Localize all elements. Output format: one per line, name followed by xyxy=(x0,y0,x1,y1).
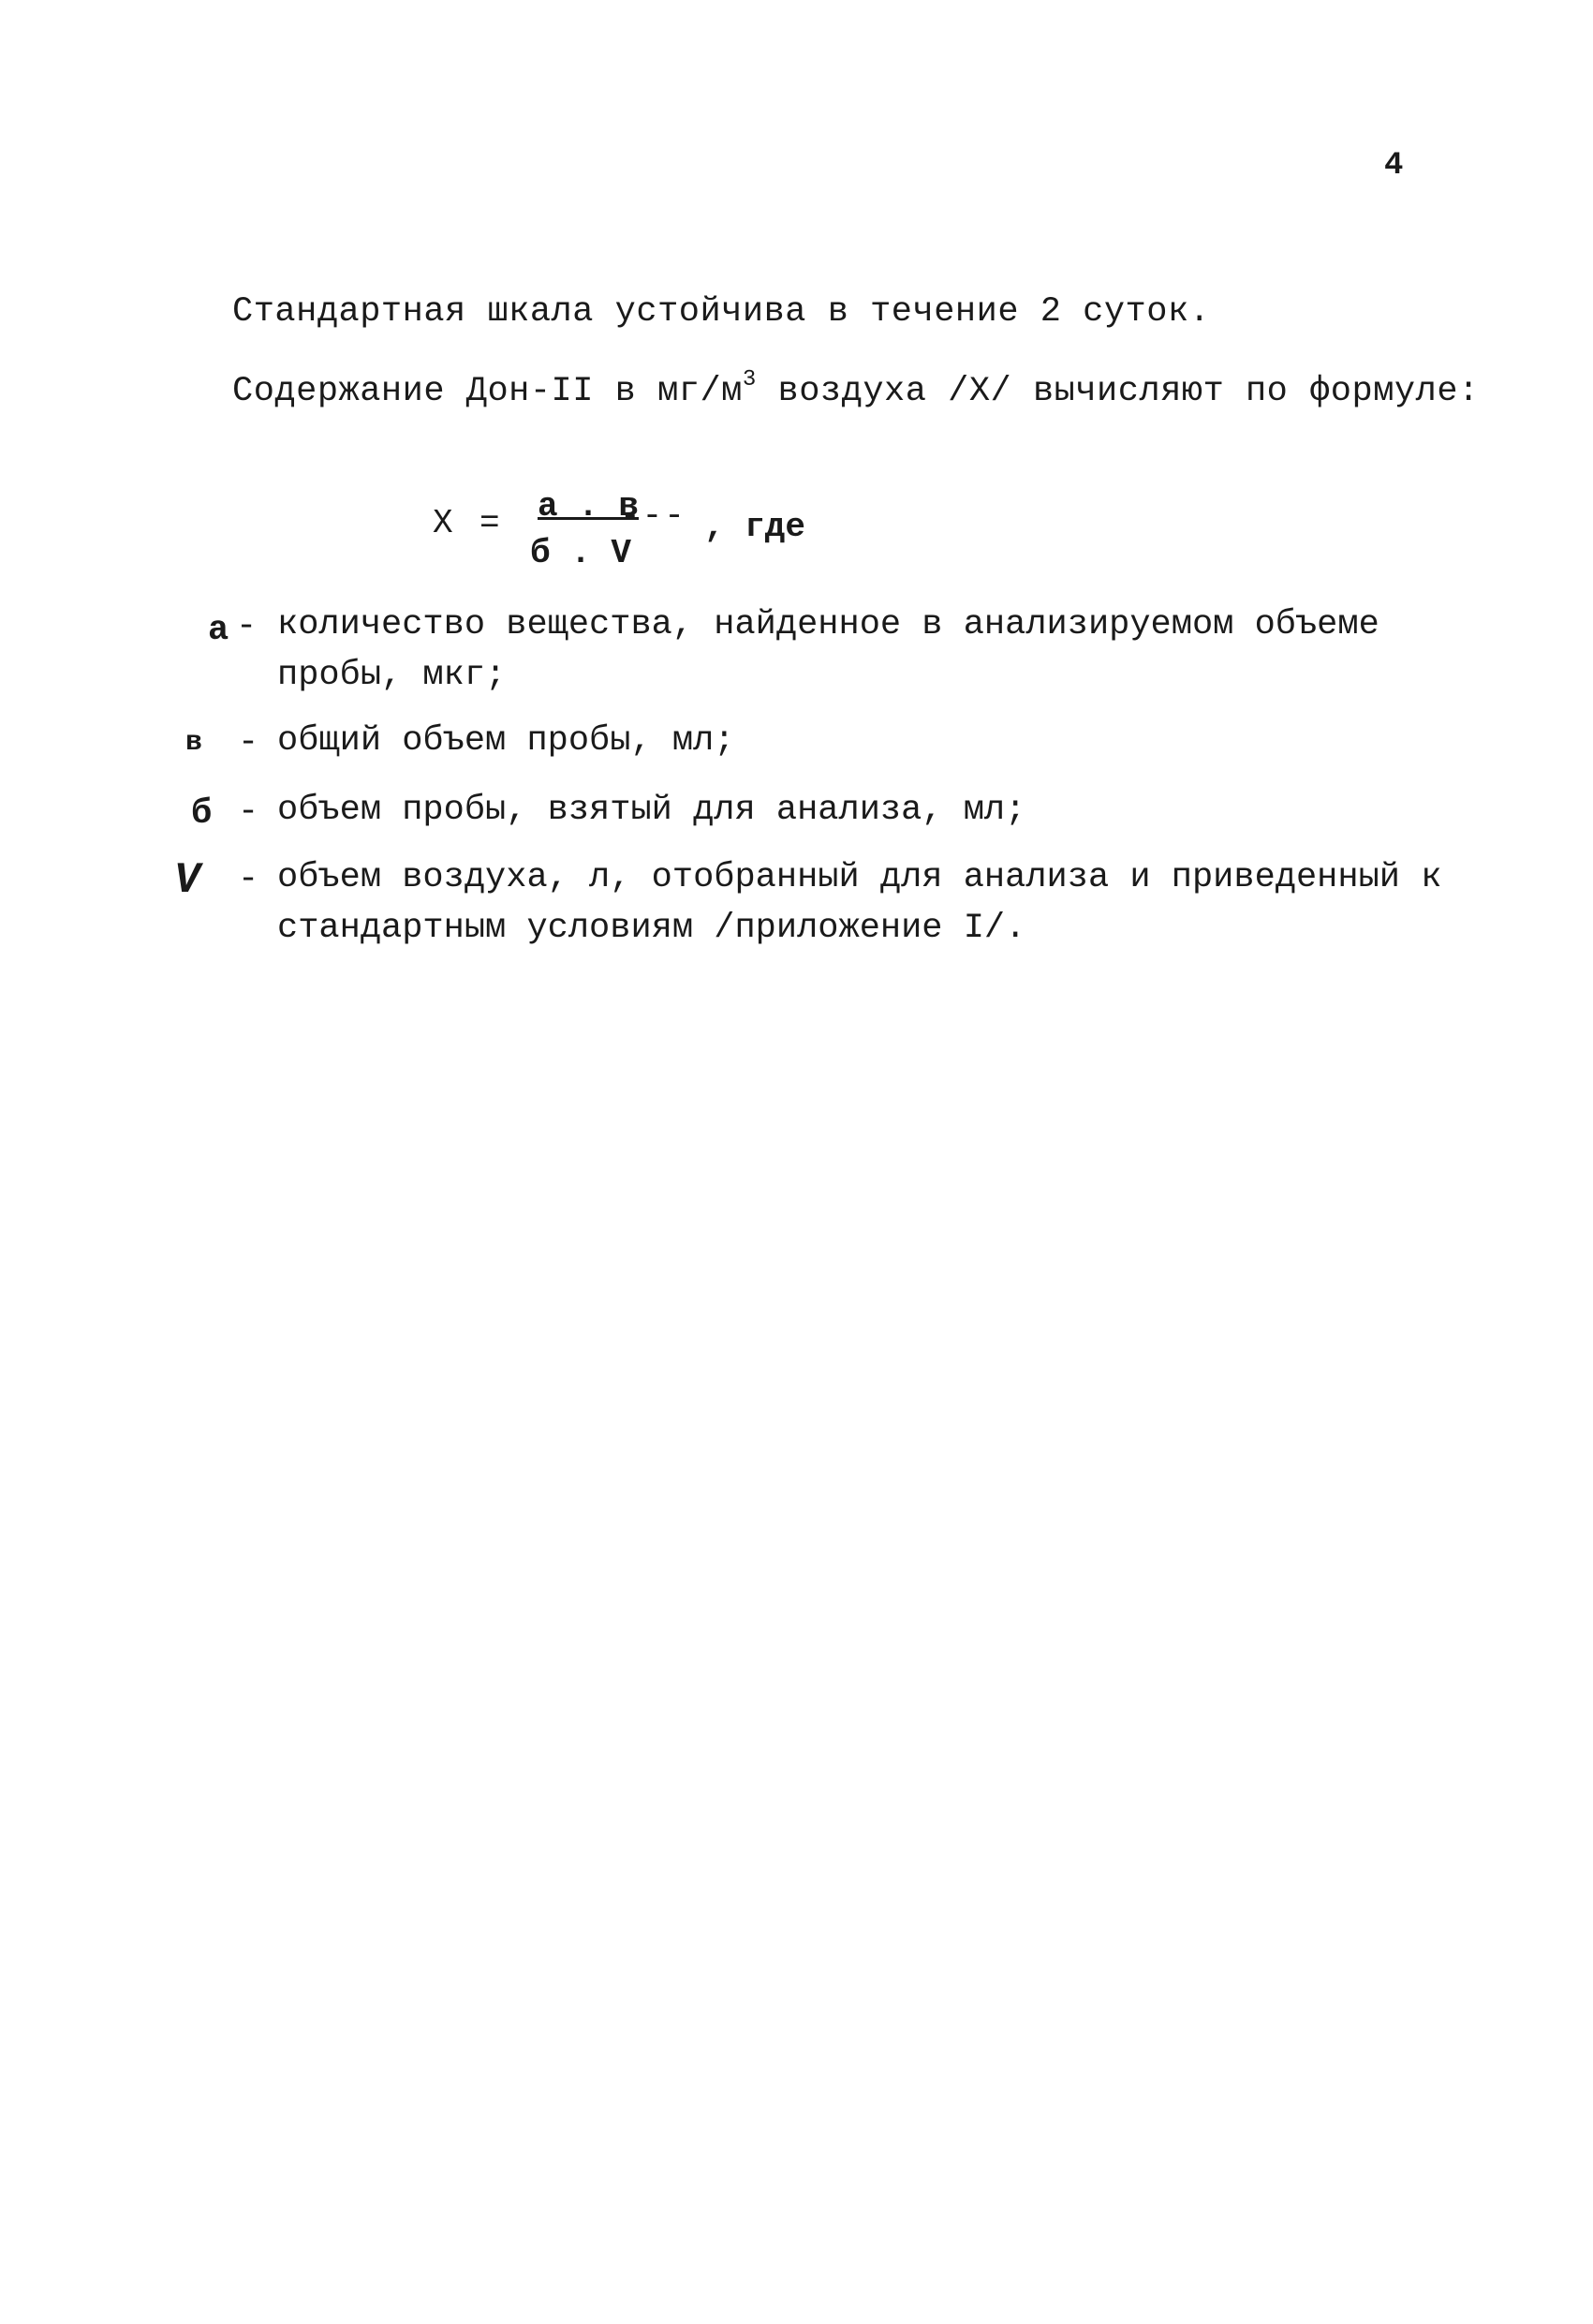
definition-dash: - xyxy=(236,607,258,646)
definition-symbol: V xyxy=(174,856,200,905)
formula xyxy=(433,487,826,590)
formula-denominator: б . V xyxy=(530,534,632,572)
definition-text xyxy=(277,852,1441,954)
definition-line: количество вещества, найденное в анализируемом объеме xyxy=(277,605,1379,644)
definition-text xyxy=(277,600,1379,701)
definition-dash: - xyxy=(238,860,259,899)
definition-text xyxy=(277,785,1025,836)
definition-dash: - xyxy=(238,792,259,832)
definition-symbol: а xyxy=(208,611,229,650)
content-prefix: Содержание Дон-II в мг/м xyxy=(232,372,743,411)
scale-stability-sentence: Стандартная шкала устойчива в течение 2 суток. xyxy=(232,292,1211,332)
definition-dash: - xyxy=(238,723,259,762)
formula-where: , где xyxy=(704,508,806,546)
definition-line: стандартным условиям /приложение I/. xyxy=(277,909,1026,948)
formula-equals: = xyxy=(479,504,500,542)
definition-line: общий объем пробы, мл; xyxy=(277,721,735,761)
formula-numerator: а . в xyxy=(538,487,640,525)
page-number: 4 xyxy=(1384,148,1404,184)
definition-line: объем пробы, взятый для анализа, мл; xyxy=(277,791,1026,830)
definition-symbol: б xyxy=(191,794,213,834)
content-suffix: воздуха /X/ вычисляют по формуле: xyxy=(756,372,1480,411)
definition-line: объем воздуха, л, отобранный для анализа и приведенный к xyxy=(277,858,1442,897)
definition-text xyxy=(277,716,734,766)
definition-line: пробы, мкг; xyxy=(277,656,507,695)
formula-fraction-dashes: --- xyxy=(620,496,686,535)
definition-symbol: в xyxy=(185,727,203,759)
content-formula-sentence xyxy=(232,367,1480,411)
content-superscript: 3 xyxy=(742,367,757,392)
formula-lhs: X xyxy=(433,504,453,542)
